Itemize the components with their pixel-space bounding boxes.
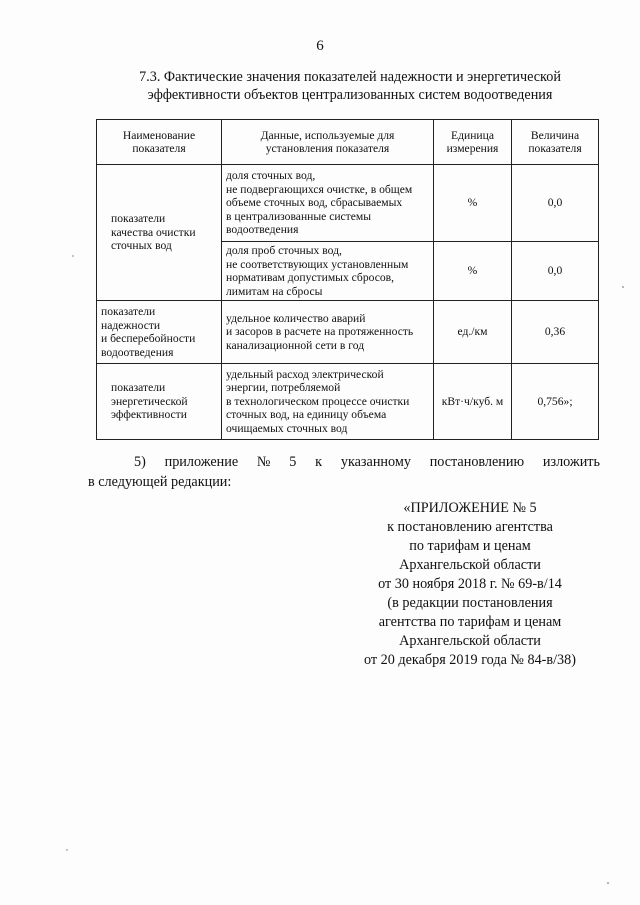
- indicator-data-cell: [222, 242, 434, 301]
- annex-header: [320, 499, 620, 670]
- cell-text: сточных вод: [111, 239, 172, 253]
- cell-text: надежности: [101, 318, 161, 332]
- paragraph-word: 5: [289, 454, 297, 470]
- cell-text: энергетической: [111, 394, 188, 408]
- header-unit: [434, 120, 512, 165]
- paragraph-word: приложение: [164, 454, 239, 470]
- amendment-paragraph: [88, 452, 600, 492]
- unit-cell: ед./км: [434, 301, 512, 364]
- unit-cell: %: [434, 242, 512, 301]
- cell-text: и засоров в расчете на протяженность: [226, 325, 414, 339]
- scan-speck: [72, 255, 74, 257]
- header-text: измерения: [446, 142, 499, 155]
- annex-line: (в редакции постановления: [387, 595, 553, 611]
- cell-text: лимитам на сбросы: [226, 284, 323, 298]
- cell-text: и бесперебойности: [101, 332, 196, 345]
- paragraph-word: изложить: [542, 454, 600, 470]
- table-row: [97, 364, 599, 440]
- paragraph-line: в следующей редакции:: [88, 474, 232, 490]
- header-text: Данные, используемые для: [260, 128, 395, 142]
- cell-text: удельное количество аварий: [226, 311, 366, 325]
- cell-text: не подвергающихся очистке, в общем: [226, 182, 413, 196]
- cell-text: очищаемых сточных вод: [226, 421, 348, 435]
- cell-text: удельный расход электрической: [226, 367, 384, 381]
- cell-text: нормативам допустимых сбросов,: [226, 271, 395, 284]
- header-text: показателя: [132, 142, 186, 155]
- value-cell: 0,36: [512, 301, 599, 364]
- annex-line: от 20 декабря 2019 года № 84-в/38): [364, 652, 576, 668]
- paragraph-word: к: [315, 454, 323, 470]
- indicators-table: [96, 119, 599, 440]
- header-indicator-data: [222, 120, 434, 165]
- cell-text: в технологическом процессе очистки: [226, 394, 410, 408]
- value-cell: 0,0: [512, 242, 599, 301]
- cell-text: энергии, потребляемой: [226, 381, 341, 395]
- value-cell: 0,0: [512, 165, 599, 242]
- unit-cell: кВт·ч/куб. м: [434, 364, 512, 440]
- scan-speck: [622, 286, 624, 288]
- section-heading: [100, 68, 600, 104]
- header-text: Наименование: [122, 128, 196, 142]
- indicator-data-cell: [222, 301, 434, 364]
- annex-line: к постановлению агентства: [387, 519, 553, 535]
- cell-text: сточных вод, на единицу объема: [226, 408, 387, 422]
- header-indicator-name: [97, 120, 222, 165]
- paragraph-word: №: [256, 454, 271, 470]
- header-text: Величина: [530, 128, 580, 142]
- cell-text: показатели: [111, 381, 166, 395]
- cell-text: объеме сточных вод, сбрасываемых: [226, 196, 403, 210]
- header-text: установления показателя: [265, 142, 390, 155]
- indicator-name-cell: [97, 301, 222, 364]
- cell-text: доля сточных вод,: [226, 169, 316, 183]
- cell-text: в централизованные системы: [226, 209, 372, 223]
- annex-line: «ПРИЛОЖЕНИЕ № 5: [403, 500, 537, 516]
- annex-line: от 30 ноября 2018 г. № 69-в/14: [378, 576, 562, 592]
- page-number: 6: [316, 38, 324, 54]
- header-value: [512, 120, 599, 165]
- paragraph-word: 5): [134, 454, 146, 470]
- indicator-name-cell: [97, 364, 222, 440]
- paragraph-word: указанному: [340, 454, 411, 470]
- table-header-row: [97, 120, 599, 165]
- cell-text: эффективности: [111, 408, 187, 422]
- annex-line: Архангельской области: [399, 633, 541, 649]
- cell-text: показатели: [111, 212, 166, 226]
- cell-text: водоотведения: [226, 223, 299, 237]
- indicator-name-cell: [97, 165, 222, 301]
- table-row: [97, 301, 599, 364]
- scan-speck: [607, 882, 609, 884]
- scan-speck: [66, 849, 68, 851]
- value-cell: 0,756»;: [512, 364, 599, 440]
- header-text: Единица: [451, 128, 494, 142]
- header-text: показателя: [528, 142, 582, 155]
- cell-text: не соответствующих установленным: [226, 257, 409, 271]
- annex-line: агентства по тарифам и ценам: [378, 614, 562, 630]
- cell-text: канализационной сети в год: [226, 338, 365, 352]
- cell-text: доля проб сточных вод,: [226, 244, 342, 257]
- indicator-data-cell: [222, 165, 434, 242]
- section-heading-line: эффективности объектов централизованных систем водоотведения: [147, 87, 553, 103]
- unit-cell: %: [434, 165, 512, 242]
- annex-line: Архангельской области: [399, 557, 541, 573]
- table-row: [97, 165, 599, 242]
- cell-text: показатели: [101, 305, 156, 318]
- section-heading-line: 7.3. Фактические значения показателей надежности и энергетической: [139, 69, 561, 85]
- paragraph-word: постановлению: [429, 454, 525, 470]
- indicator-data-cell: [222, 364, 434, 440]
- paragraph-line: [88, 452, 600, 472]
- cell-text: качества очистки: [111, 225, 196, 239]
- cell-text: водоотведения: [101, 345, 174, 359]
- annex-line: по тарифам и ценам: [409, 538, 531, 554]
